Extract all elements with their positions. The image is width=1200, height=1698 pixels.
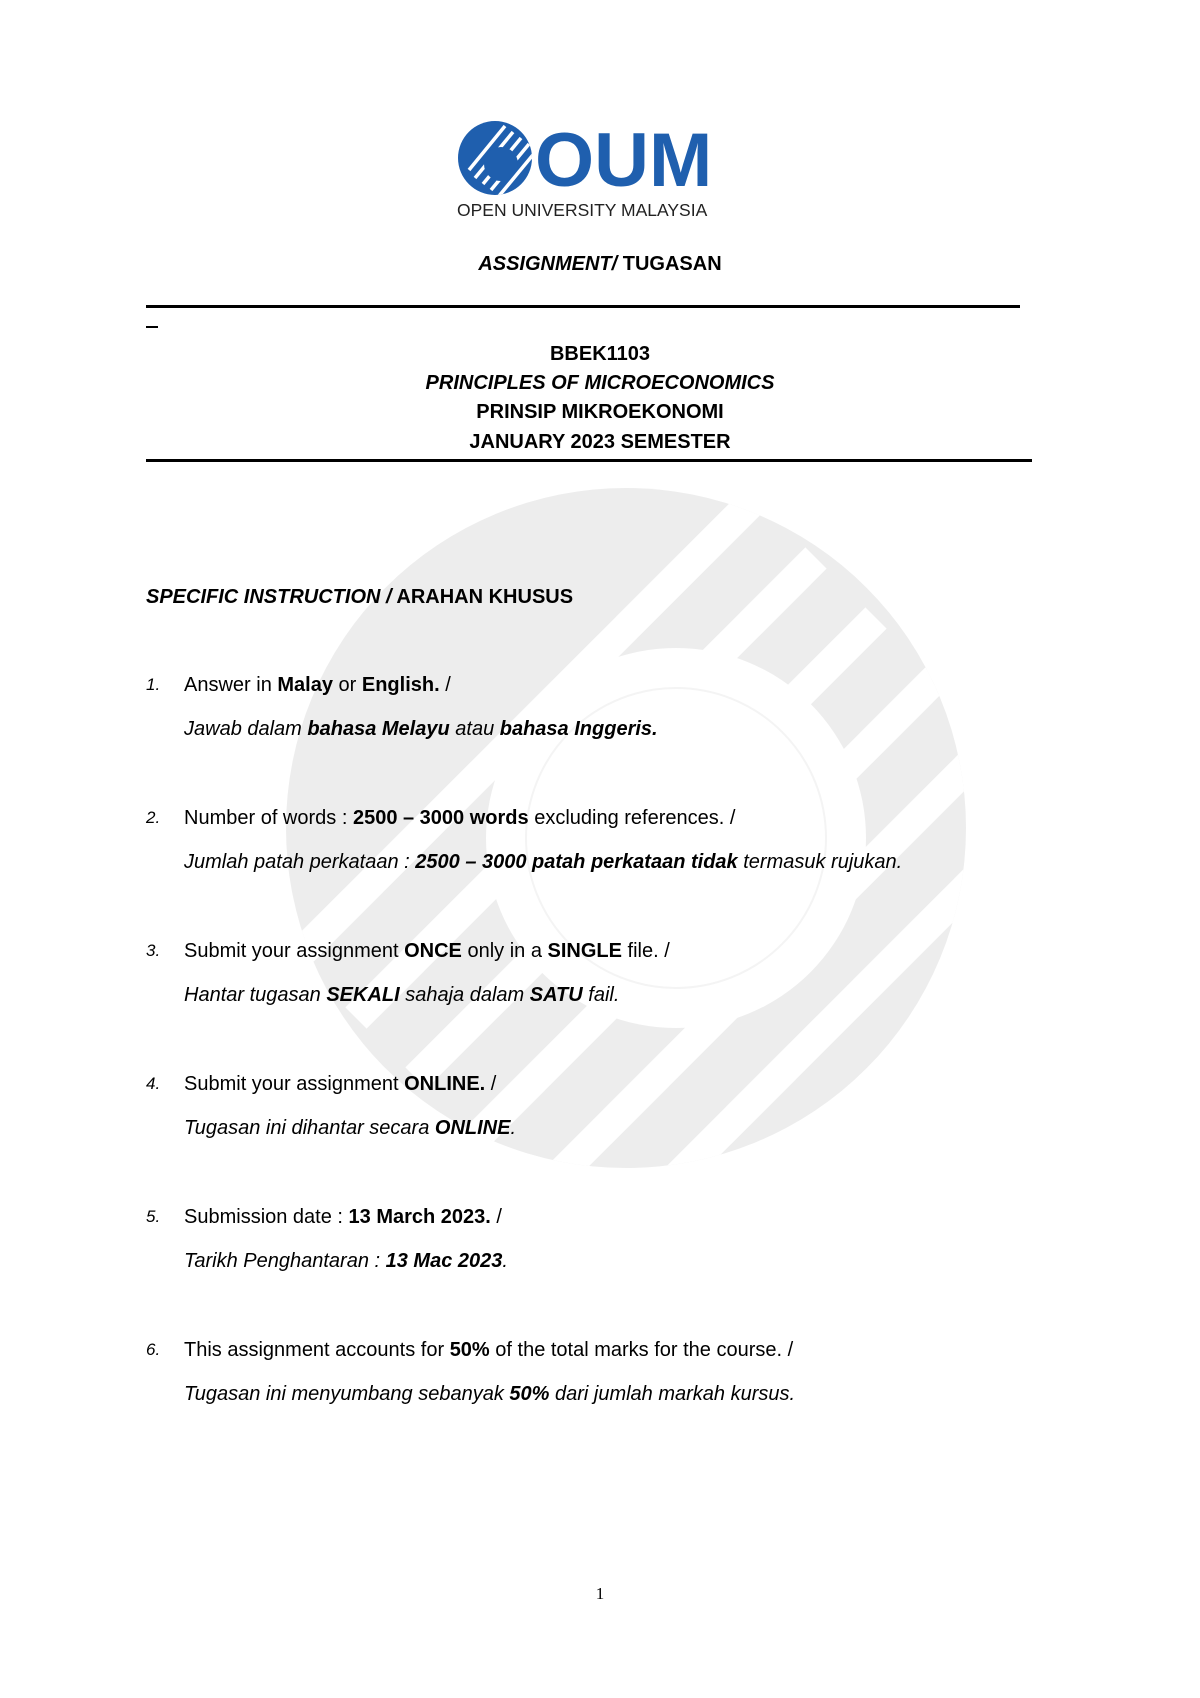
instruction-segment: SEKALI <box>326 984 400 1006</box>
title-ms: TUGASAN <box>617 253 722 275</box>
course-name-ms: PRINSIP MIKROEKONOMI <box>476 401 724 423</box>
instruction-text-en <box>184 1338 793 1362</box>
instruction-text-ms <box>184 717 658 741</box>
instruction-segment: 2500 – 3000 patah perkataan tidak <box>415 851 738 873</box>
instruction-segment: SATU <box>529 984 583 1006</box>
instruction-segment: 13 March 2023. <box>348 1206 491 1228</box>
instruction-segment: Tugasan ini menyumbang sebanyak <box>184 1383 510 1405</box>
instruction-segment: bahasa Inggeris. <box>499 718 658 740</box>
instruction-text-en <box>184 939 670 963</box>
page-number: 1 <box>595 1584 605 1603</box>
instruction-segment: Jawab dalam <box>184 718 308 740</box>
instruction-segment: . <box>502 1250 508 1272</box>
instruction-segment: / <box>485 1073 497 1095</box>
heading-en: SPECIFIC INSTRUCTION / <box>146 586 392 608</box>
instructions-heading <box>146 585 573 609</box>
semester-label: JANUARY 2023 SEMESTER <box>469 431 731 453</box>
instruction-text-ms <box>184 1382 795 1406</box>
instruction-segment: Submit your assignment <box>184 940 405 962</box>
instruction-text-ms <box>184 1116 516 1140</box>
logo-subtitle: OPEN UNIVERSITY MALAYSIA <box>457 200 708 220</box>
instruction-segment: English. <box>361 674 440 696</box>
instruction-segment: file. / <box>621 940 670 962</box>
instruction-number: 4. <box>146 1074 161 1093</box>
instruction-segment: This assignment accounts for <box>184 1339 450 1361</box>
instruction-text-ms <box>184 850 902 874</box>
instruction-segment: Submission date : <box>184 1206 349 1228</box>
instruction-number: 6. <box>146 1340 161 1359</box>
document-title <box>0 252 1200 276</box>
instruction-text-ms <box>184 983 619 1007</box>
instruction-segment: Tugasan ini dihantar secara <box>184 1117 435 1139</box>
heading-ms: ARAHAN KHUSUS <box>391 586 574 608</box>
instruction-segment: 50% <box>509 1383 550 1405</box>
instruction-text-en <box>184 806 735 830</box>
title-en: ASSIGNMENT/ <box>478 253 618 275</box>
instruction-segment: Jumlah patah perkataan : <box>184 851 416 873</box>
instruction-number: 1. <box>146 675 161 694</box>
instruction-segment: dari jumlah markah kursus. <box>549 1383 796 1405</box>
instruction-segment: . <box>510 1117 517 1139</box>
instruction-segment: only in a <box>461 940 548 962</box>
instruction-segment: Number of words : <box>184 807 353 829</box>
instruction-segment: or <box>332 674 362 696</box>
instruction-segment: fail. <box>582 984 620 1006</box>
instruction-segment: Submit your assignment <box>184 1073 405 1095</box>
bottom-divider <box>146 459 1032 462</box>
instruction-segment: atau <box>449 718 500 740</box>
instruction-text-en <box>184 673 451 697</box>
course-code: BBEK1103 <box>549 343 651 365</box>
instruction-segment: 2500 – 3000 words <box>352 807 529 829</box>
instruction-text-ms <box>184 1249 508 1273</box>
instruction-segment: Answer in <box>184 674 278 696</box>
instruction-segment: Hantar tugasan <box>184 984 327 1006</box>
instruction-segment: Malay <box>277 674 333 696</box>
instruction-segment: ONLINE <box>434 1117 511 1139</box>
instruction-text-en <box>184 1072 496 1096</box>
logo-wordmark: OUM <box>535 118 713 203</box>
oum-logo <box>455 118 730 222</box>
instruction-segment: ONLINE. <box>404 1073 486 1095</box>
instruction-segment: ONCE <box>404 940 462 962</box>
instruction-number: 5. <box>146 1207 161 1226</box>
instruction-segment: termasuk rujukan. <box>737 851 903 873</box>
stray-underscore <box>146 326 158 328</box>
instruction-segment: / <box>490 1206 502 1228</box>
instruction-number: 2. <box>146 808 161 827</box>
instruction-segment: / <box>439 674 451 696</box>
instruction-segment: bahasa Melayu <box>307 718 450 740</box>
instruction-segment: sahaja dalam <box>399 984 530 1006</box>
instruction-segment: of the total marks for the course. / <box>489 1339 794 1361</box>
instruction-segment: 13 Mac 2023 <box>385 1250 503 1272</box>
top-divider <box>146 305 1020 308</box>
course-name-en: PRINCIPLES OF MICROECONOMICS <box>425 372 775 394</box>
instruction-segment: 50% <box>449 1339 490 1361</box>
instruction-segment: SINGLE <box>547 940 622 962</box>
instruction-text-en <box>184 1205 502 1229</box>
instruction-segment: excluding references. / <box>528 807 736 829</box>
instruction-number: 3. <box>146 941 161 960</box>
instruction-segment: Tarikh Penghantaran : <box>184 1250 386 1272</box>
